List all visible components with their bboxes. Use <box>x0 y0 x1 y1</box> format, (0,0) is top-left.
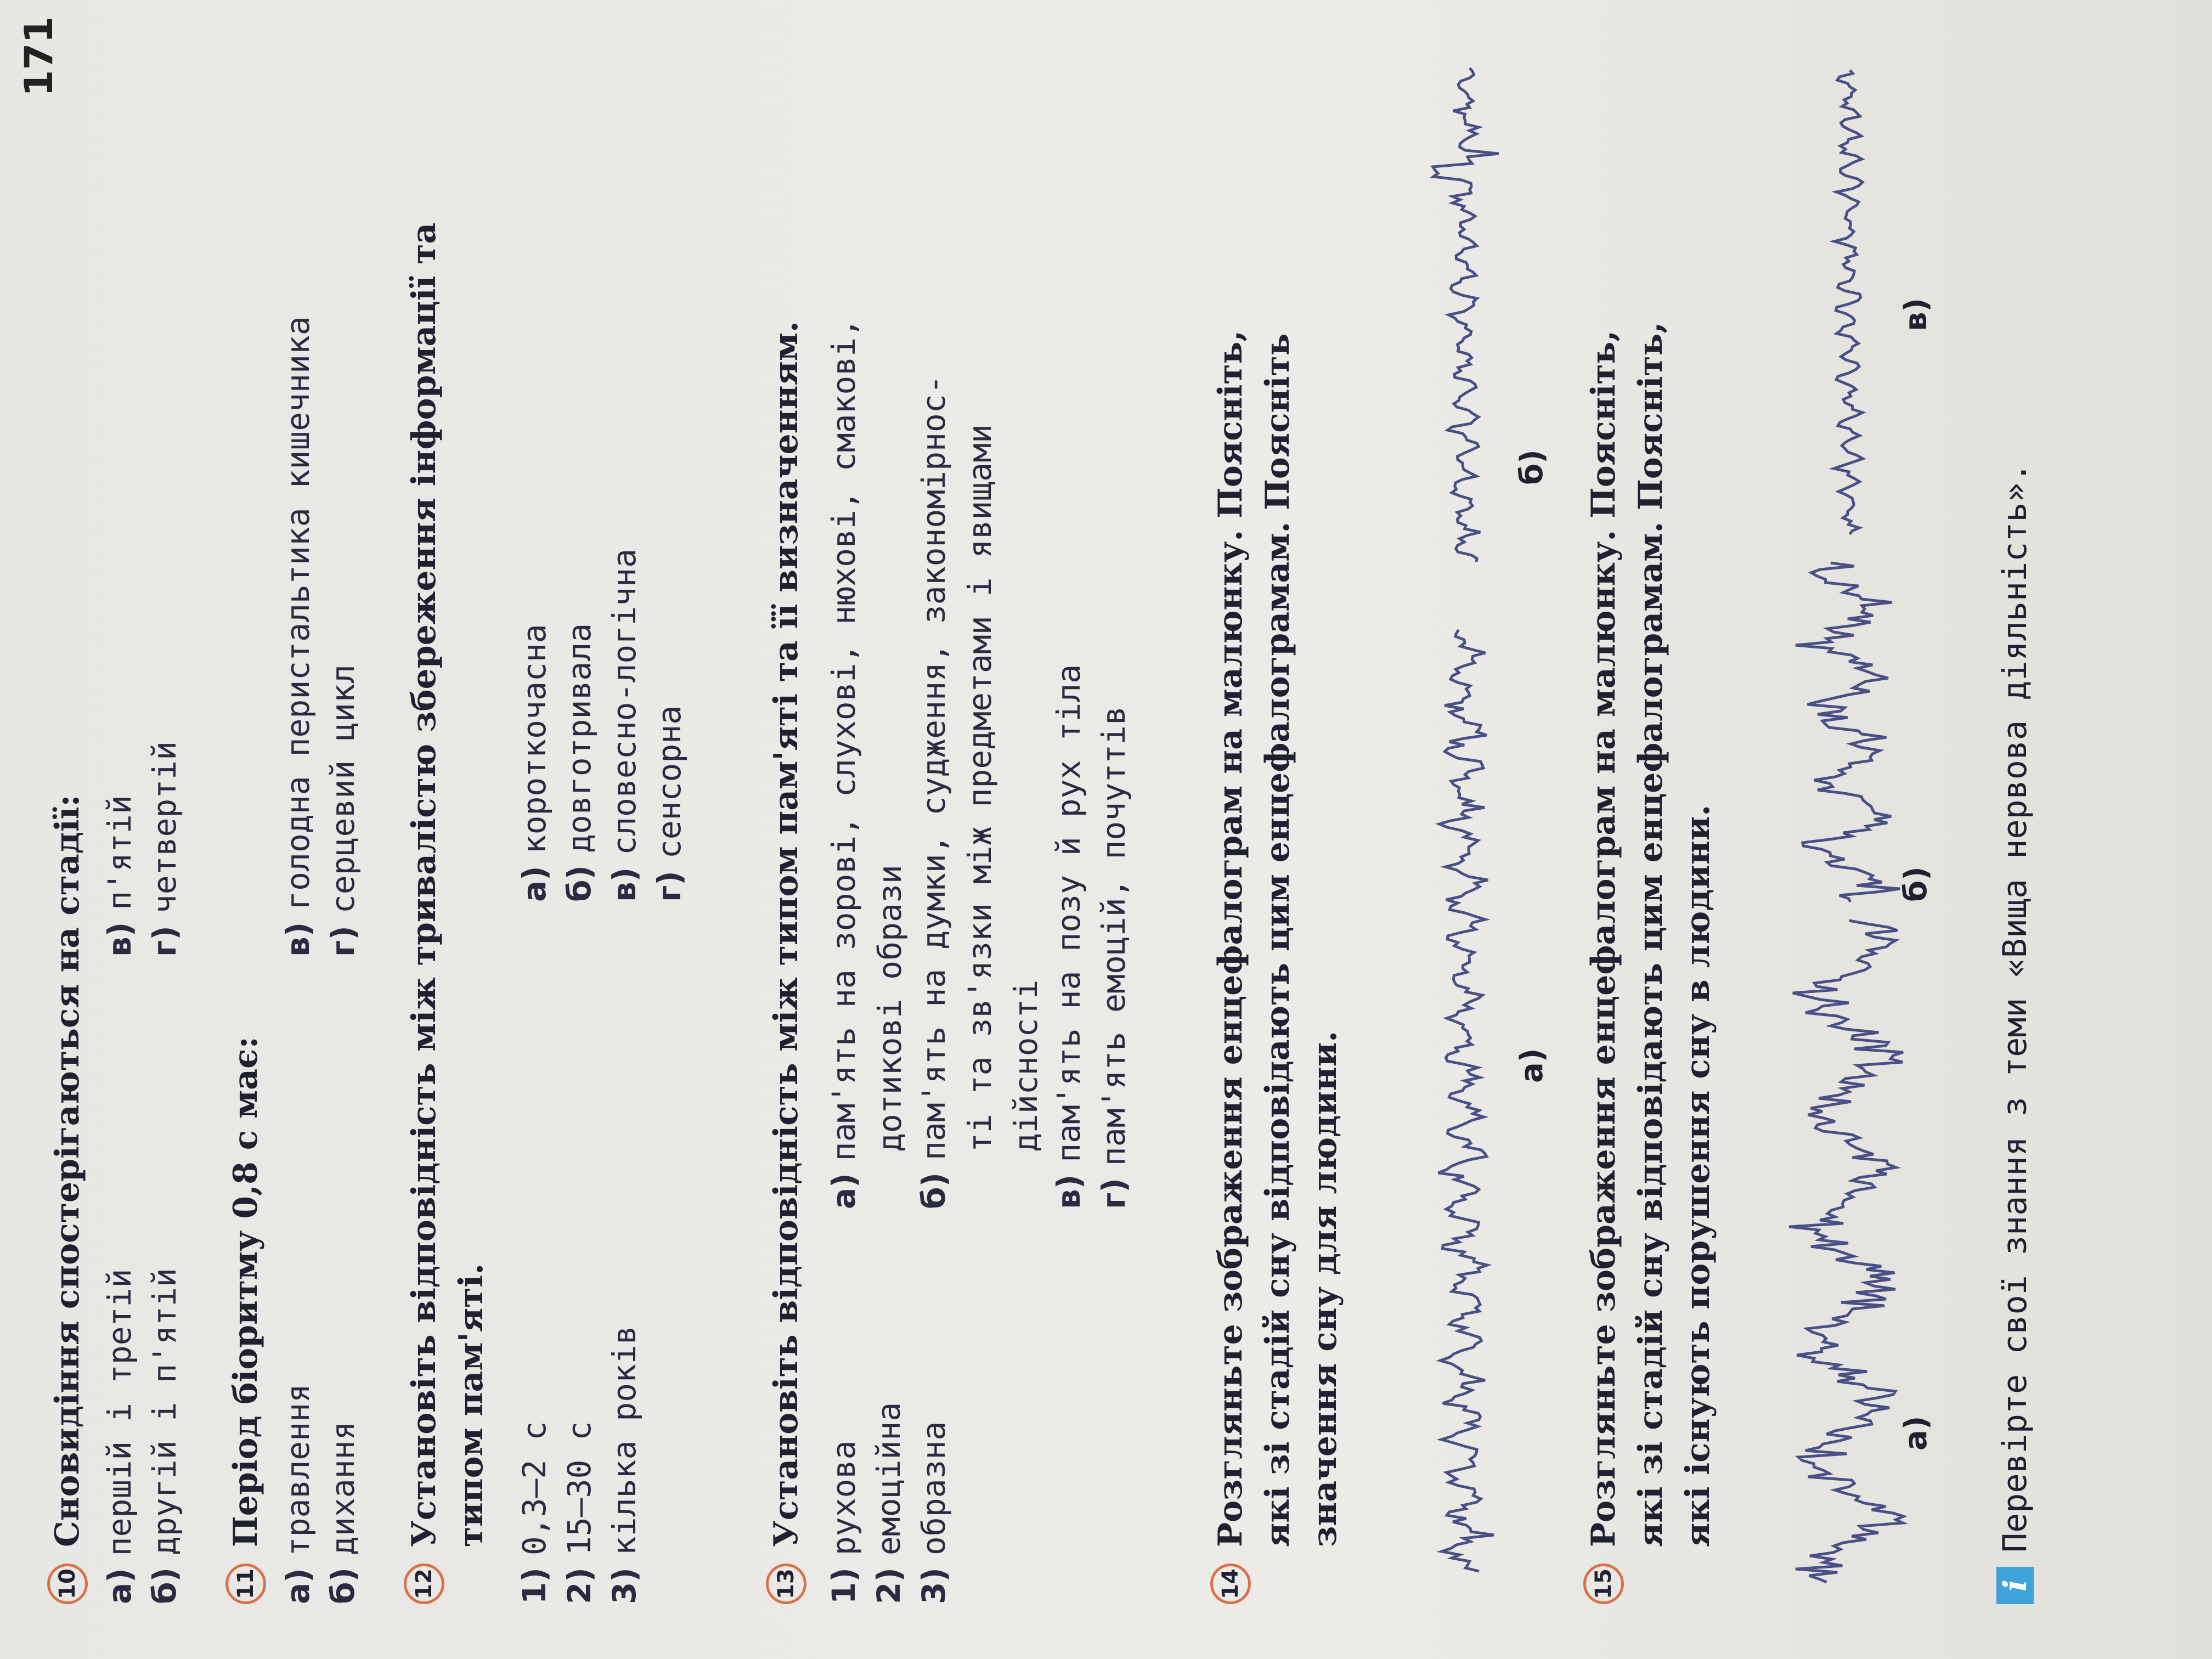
eeg-figure-14 <box>1383 0 1547 1659</box>
question-text: Установіть відповідність між типом пам'яті та її визначенням. <box>767 321 805 1547</box>
eeg-label-b: б) <box>1898 866 1934 902</box>
right-item-d: г)пам'ять емоцій, почуттів <box>1095 706 1132 1209</box>
right-item-a: а)пам'ять на зорові, слухові, нюхові, смакові, дотикові образи <box>825 318 909 1209</box>
option-d: г)серцевий цикл <box>324 664 362 957</box>
right-item-c: в)пам'ять на позу й рух тіла <box>1050 664 1087 1209</box>
question-12 <box>400 79 703 1604</box>
right-item-a: а)короткочасна <box>516 624 553 902</box>
right-item-b: б)пам'ять на думки, судження, закономірнос- ті та зв'язки між предметами і явищами дійсності <box>915 375 1045 1209</box>
option-a: а)травлення <box>279 1384 317 1604</box>
option-c: в)голодна перистальтика кишечника <box>279 316 317 957</box>
left-item-1: 1)0,3–2 с <box>516 1421 553 1604</box>
eeg-label-a: а) <box>1514 1048 1550 1083</box>
eeg-trace-15a <box>1789 921 1904 1582</box>
question-13 <box>763 79 1144 1604</box>
question-text: Період біоритму 0,8 с має: <box>227 1036 265 1547</box>
left-item-1: 1)рухова <box>825 1440 862 1604</box>
question-number: 14 <box>1210 1564 1251 1604</box>
info-icon: i <box>1996 1567 2034 1604</box>
question-text: Сновидіння спостерігаються на стадії: <box>48 794 87 1547</box>
page-number: 171 <box>16 16 61 97</box>
question-11 <box>222 79 368 1604</box>
question-number: 10 <box>47 1564 88 1604</box>
footer-note <box>1991 79 2039 1604</box>
left-item-3: 3)кілька років <box>606 1325 643 1604</box>
right-item-d: г)сенсорна <box>651 705 688 902</box>
question-number: 12 <box>404 1564 444 1604</box>
footer-text: Перевірте свої знання з теми «Вища нервова діяльність». <box>1996 462 2034 1553</box>
left-item-2: 2)емоційна <box>870 1402 907 1604</box>
option-b: б)другій і п'ятій <box>146 1268 183 1604</box>
left-item-3: 3)образна <box>915 1421 952 1604</box>
question-number: 11 <box>225 1564 266 1604</box>
option-b: б)дихання <box>324 1421 362 1604</box>
question-15 <box>1580 79 1722 1604</box>
right-item-c: в)словесно-логічна <box>606 549 643 902</box>
question-number: 13 <box>766 1564 806 1604</box>
eeg-trace-14a <box>1438 630 1494 1571</box>
question-10 <box>44 79 190 1604</box>
question-14 <box>1207 79 1348 1604</box>
question-text: Розгляньте зображення енцефалограм на малюнку. Поясніть, які зі стадій сну відповідають цим енцефалограмам. Поясніть, які існують порушення сну в людини. <box>1584 321 1717 1547</box>
eeg-figure-15 <box>1767 0 1931 1659</box>
eeg-label-c: в) <box>1898 297 1934 331</box>
eeg-trace-15b <box>1796 563 1900 902</box>
question-text: Розгляньте зображення енцефалограм на малюнку. Поясніть, які зі стадій сну відповідають цим енцефалограмам. Поясніть значення сну для людини. <box>1211 330 1344 1547</box>
question-number: 15 <box>1583 1564 1624 1604</box>
right-item-b: б)довготривала <box>561 623 598 902</box>
question-text: Установіть відповідність між тривалістю збереження інформації та типом пам'яті. <box>405 222 490 1547</box>
option-d: г)четвертій <box>146 741 183 957</box>
option-a: а)першій і третій <box>101 1268 138 1604</box>
eeg-label-b: б) <box>1514 449 1550 485</box>
eeg-trace-14b <box>1433 68 1499 562</box>
eeg-trace-15c <box>1834 70 1863 534</box>
option-c: в)п'ятій <box>101 795 138 957</box>
left-item-2: 2)15–30 с <box>561 1421 598 1604</box>
eeg-label-a: а) <box>1898 1415 1934 1451</box>
